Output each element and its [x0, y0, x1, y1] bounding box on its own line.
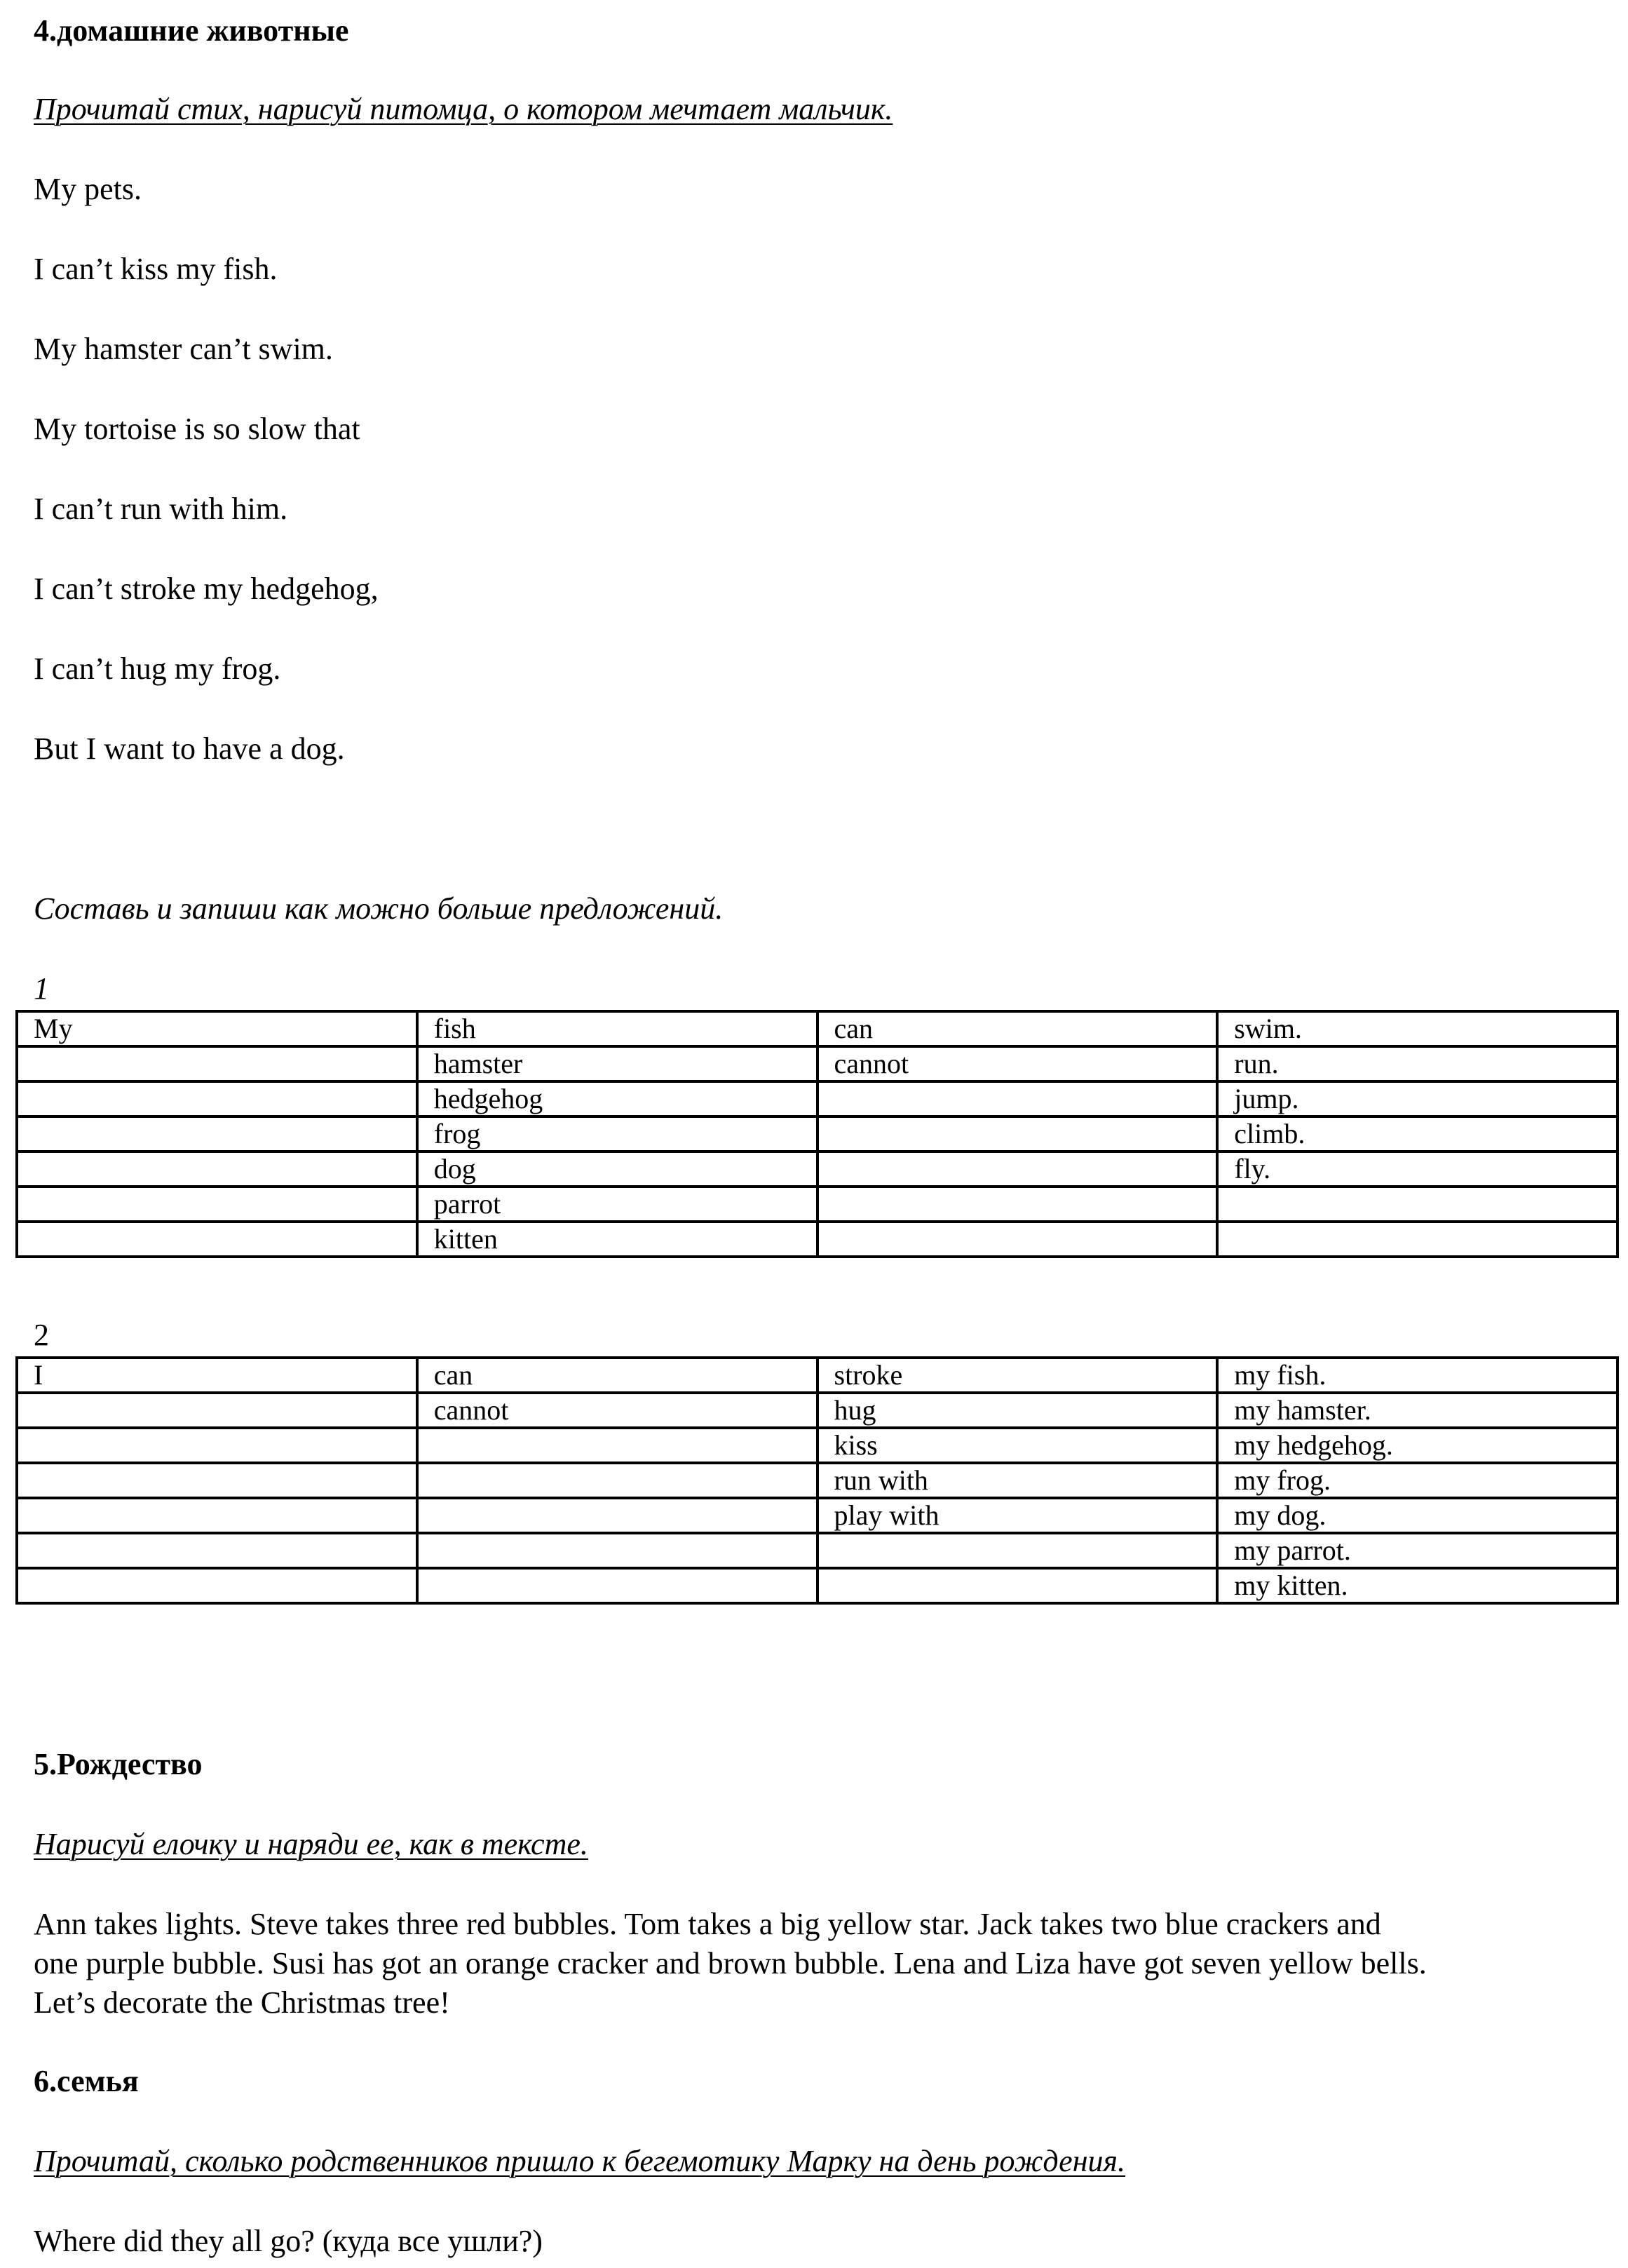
section-4-instruction: Прочитай стих, нарисуй питомца, о котором мечтает мальчик.: [34, 92, 893, 126]
table-2-cell: [417, 1428, 818, 1463]
table-2-row: [17, 1568, 1617, 1603]
table-1-row: [17, 1046, 1617, 1081]
table-2-label: 2: [34, 1318, 49, 1352]
table-1-row: [17, 1152, 1617, 1187]
table-2-cell: [417, 1498, 818, 1533]
table-1-cell: My: [17, 1011, 417, 1046]
table-2-cell: [17, 1463, 417, 1498]
table-2-cell: can: [417, 1358, 818, 1393]
table-1-cell: [818, 1187, 1218, 1222]
table-2-row: [17, 1428, 1617, 1463]
sentence-table-1: [15, 1010, 1619, 1258]
table-2-cell: [17, 1393, 417, 1428]
poem-line: I can’t run with him.: [34, 492, 288, 526]
table-1-cell: fish: [417, 1011, 818, 1046]
table-1-cell: [818, 1152, 1218, 1187]
poem-line: But I want to have a dog.: [34, 731, 345, 766]
table-2-cell: [17, 1533, 417, 1568]
christmas-text: [34, 1905, 1576, 2023]
table-1-cell: dog: [417, 1152, 818, 1187]
table-1-row: [17, 1011, 1617, 1046]
section-5-instruction: Нарисуй елочку и наряди ее, как в тексте.: [34, 1827, 588, 1861]
table-2-row: [17, 1393, 1617, 1428]
table-1-cell: [1217, 1222, 1617, 1257]
table-2-cell: my kitten.: [1217, 1568, 1617, 1603]
table-1-cell: [818, 1222, 1218, 1257]
section-4-heading: 4.домашние животные: [34, 13, 349, 48]
table-1-cell: [17, 1152, 417, 1187]
section-4-instruction-2: Составь и запиши как можно больше предложений.: [34, 891, 724, 926]
table-2-cell: kiss: [818, 1428, 1218, 1463]
table-1-cell: [818, 1081, 1218, 1116]
christmas-text-line: Ann takes lights. Steve takes three red bubbles. Tom takes a big yellow star. Jack takes two blue crackers and: [34, 1907, 1381, 1941]
table-2-row: [17, 1498, 1617, 1533]
table-1-cell: [1217, 1187, 1617, 1222]
table-2-cell: my parrot.: [1217, 1533, 1617, 1568]
table-2-cell: [417, 1568, 818, 1603]
table-1-cell: parrot: [417, 1187, 818, 1222]
table-1-label: 1: [34, 971, 49, 1006]
table-1-cell: kitten: [417, 1222, 818, 1257]
table-2-cell: stroke: [818, 1358, 1218, 1393]
table-1-cell: [17, 1187, 417, 1222]
table-2-cell: my fish.: [1217, 1358, 1617, 1393]
section-5-heading: 5.Рождество: [34, 1747, 203, 1781]
poem-line: My tortoise is so slow that: [34, 412, 360, 446]
table-1-row: [17, 1222, 1617, 1257]
table-2-cell: my hedgehog.: [1217, 1428, 1617, 1463]
table-2-cell: [818, 1568, 1218, 1603]
table-1-cell: fly.: [1217, 1152, 1617, 1187]
poem-line: I can’t kiss my fish.: [34, 252, 278, 286]
table-2-row: [17, 1533, 1617, 1568]
christmas-text-line: Let’s decorate the Christmas tree!: [34, 1985, 450, 2020]
poem-line: I can’t stroke my hedgehog,: [34, 572, 379, 606]
table-1-row: [17, 1187, 1617, 1222]
table-1-cell: hamster: [417, 1046, 818, 1081]
section-6-instruction: Прочитай, сколько родственников пришло к бегемотику Марку на день рождения.: [34, 2144, 1125, 2178]
table-2-cell: my dog.: [1217, 1498, 1617, 1533]
table-2-cell: I: [17, 1358, 417, 1393]
table-1-cell: cannot: [818, 1046, 1218, 1081]
table-1-cell: [17, 1222, 417, 1257]
table-2-row: [17, 1358, 1617, 1393]
sentence-table-2: [15, 1356, 1619, 1605]
table-1-cell: jump.: [1217, 1081, 1617, 1116]
table-2-cell: hug: [818, 1393, 1218, 1428]
table-2-cell: play with: [818, 1498, 1218, 1533]
table-2-cell: cannot: [417, 1393, 818, 1428]
table-1-cell: hedgehog: [417, 1081, 818, 1116]
table-1-cell: can: [818, 1011, 1218, 1046]
table-2-cell: [417, 1463, 818, 1498]
poem-line: I can’t hug my frog.: [34, 652, 281, 686]
table-1-cell: swim.: [1217, 1011, 1617, 1046]
table-2-cell: [17, 1428, 417, 1463]
section-6-heading: 6.семья: [34, 2064, 139, 2098]
table-2-cell: my hamster.: [1217, 1393, 1617, 1428]
table-1-row: [17, 1081, 1617, 1116]
table-1-cell: climb.: [1217, 1116, 1617, 1152]
poem-line: My hamster can’t swim.: [34, 332, 333, 366]
table-2-cell: run with: [818, 1463, 1218, 1498]
table-2-cell: [818, 1533, 1218, 1568]
table-1-cell: frog: [417, 1116, 818, 1152]
table-1-row: [17, 1116, 1617, 1152]
table-2-cell: [17, 1498, 417, 1533]
table-1-cell: [17, 1046, 417, 1081]
table-1-cell: [17, 1116, 417, 1152]
section-6-question: Where did they all go? (куда все ушли?): [34, 2224, 543, 2258]
table-2-cell: [17, 1568, 417, 1603]
table-2-cell: my frog.: [1217, 1463, 1617, 1498]
table-1-cell: run.: [1217, 1046, 1617, 1081]
table-1-cell: [818, 1116, 1218, 1152]
poem-title: My pets.: [34, 172, 142, 206]
table-1-cell: [17, 1081, 417, 1116]
christmas-text-line: one purple bubble. Susi has got an orange cracker and brown bubble. Lena and Liza have got seven yellow bells.: [34, 1946, 1427, 1980]
table-2-row: [17, 1463, 1617, 1498]
table-2-cell: [417, 1533, 818, 1568]
